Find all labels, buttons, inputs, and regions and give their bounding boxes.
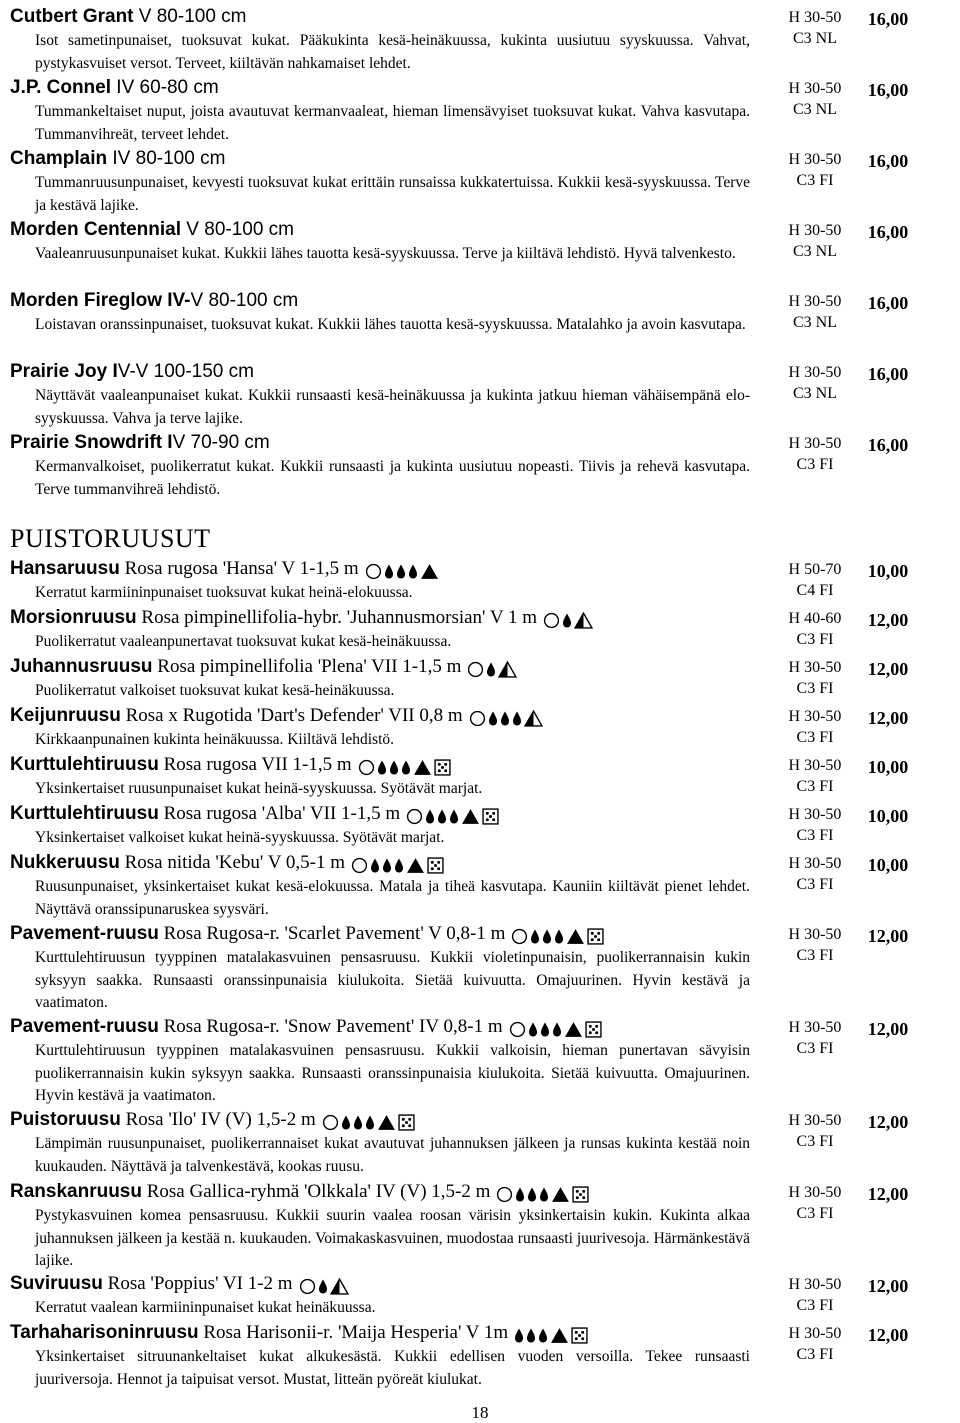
hardy-triangle-icon xyxy=(566,928,585,945)
price: 16,00 xyxy=(867,293,909,313)
cultivar-meta: Rosa rugosa 'Alba' VII 1-1,5 m xyxy=(158,803,401,824)
size-class: H 30-50 xyxy=(788,435,842,452)
sun-icon xyxy=(469,710,486,727)
cultivar-meta: Rosa pimpinellifolia 'Plena' VII 1-1,5 m xyxy=(152,656,462,677)
pot-origin: C3 FI xyxy=(796,876,834,893)
salt-tolerance-icon xyxy=(482,808,499,825)
size-class: H 30-50 xyxy=(788,1112,842,1129)
price: 12,00 xyxy=(867,1019,909,1039)
price: 16,00 xyxy=(867,151,909,171)
pot-origin: C4 FI xyxy=(796,582,834,599)
cultivar-meta: Rosa 'Ilo' IV (V) 1,5-2 m xyxy=(120,1109,316,1130)
entry-description: Yksinkertaiset valkoiset kukat heinä-syyskuussa. Syötävät marjat. xyxy=(35,829,445,846)
half-hardy-triangle-icon xyxy=(498,661,517,678)
hardy-triangle-icon xyxy=(413,759,432,776)
cultivar-name: Juhannusruusu xyxy=(10,656,153,677)
sun-icon xyxy=(496,1186,513,1203)
salt-tolerance-icon xyxy=(571,1327,588,1344)
requirement-icons xyxy=(496,1183,591,1205)
cultivar-meta: V-V 100-150 cm xyxy=(117,361,254,382)
price: 12,00 xyxy=(867,926,909,946)
cultivar-name: Morden Centennial xyxy=(10,219,182,240)
price: 12,00 xyxy=(867,1112,909,1132)
entry-description: Isot sametinpunaiset, tuoksuvat kukat. Pääkukinta kesä-heinäkuussa, kukinta uusiutuu syyskuussa. Vahvat, pystykasvuiset versot. Terveet, kiiltävän nahkamaiset lehdet. xyxy=(35,32,750,72)
price: 12,00 xyxy=(867,708,909,728)
pot-origin: C3 FI xyxy=(796,729,834,746)
price: 10,00 xyxy=(867,561,909,581)
cultivar-meta: Rosa 'Poppius' VI 1-2 m xyxy=(102,1273,293,1294)
water-drop-icon xyxy=(526,1327,536,1344)
size-class: H 30-50 xyxy=(788,806,842,823)
requirement-icons xyxy=(511,925,606,947)
hardy-triangle-icon xyxy=(550,1327,569,1344)
water-drop-icon xyxy=(554,928,564,945)
pot-origin: C3 FI xyxy=(796,1040,834,1057)
entry-heading xyxy=(10,77,219,99)
water-drop-icon xyxy=(449,808,459,825)
cultivar-meta: Rosa rugosa 'Hansa' V 1-1,5 m xyxy=(119,558,359,579)
entry-description: Pystykasvuinen komea pensasruusu. Kukkii suurin vaalea roosan värisin yksinkertaisin kukin. Kukinta alkaa juhannuksen jälkeen ja kestää n. kuukauden. Voimakaskasvuinen, muodostaa runsaasti juurivesoja. Härmänkestävä lajike. xyxy=(35,1207,750,1270)
entry-heading xyxy=(10,219,294,241)
water-drop-icon xyxy=(425,808,435,825)
water-drop-icon xyxy=(538,1327,548,1344)
entry-heading xyxy=(10,1181,591,1205)
size-class: H 30-50 xyxy=(788,293,842,310)
cultivar-meta: IV 80-100 cm xyxy=(107,148,226,169)
cultivar-meta: Rosa Gallica-ryhmä 'Olkkala' IV (V) 1,5-2 m xyxy=(141,1181,491,1202)
hardy-triangle-icon xyxy=(406,857,425,874)
salt-tolerance-icon xyxy=(587,928,604,945)
size-class: H 50-70 xyxy=(788,561,842,578)
entry-description: Tummankeltaiset nuput, joista avautuvat kermanvaaleat, hieman limensävyiset tuoksuvat kukat. Vahva kasvutapa. Tummanvihreät, terveet lehdet. xyxy=(35,103,750,143)
entry-description: Kurttulehtiruusun tyyppinen matalakasvuinen pensasruusu. Kukkii violetinpunaisin, puolikerrannaisin kukin syksyyn saakka. Runsaasti oranssinpunaisia kiulukoita. Sietää kuivuutta. Omajuurinen. Hyvin kestävä ja vaatimaton. xyxy=(35,949,750,1012)
cultivar-meta: Rosa x Rugotida 'Dart's Defender' VII 0,8 m xyxy=(120,705,463,726)
entry-heading xyxy=(10,6,247,28)
entry-heading xyxy=(10,803,501,827)
price: 12,00 xyxy=(867,610,909,630)
price: 16,00 xyxy=(867,364,909,384)
requirement-icons xyxy=(514,1324,590,1346)
requirement-icons xyxy=(358,756,453,778)
requirement-icons xyxy=(351,854,446,876)
entry-description: Yksinkertaiset sitruunankeltaiset kukat alkukesästä. Kukkii edellisen vuoden versoilla. Tekee runsaasti juuriversoja. Hennot ja taipuisat versot. Mustat, litteän pyöreät kiulukat. xyxy=(35,1348,750,1388)
entry-heading xyxy=(10,923,606,947)
hardy-triangle-icon xyxy=(420,563,439,580)
pot-origin: C3 FI xyxy=(796,1297,834,1314)
half-hardy-triangle-icon xyxy=(574,612,593,629)
pot-origin: C3 FI xyxy=(796,1205,834,1222)
cultivar-name: J.P. Connel xyxy=(10,77,112,98)
water-drop-icon xyxy=(512,710,522,727)
water-drop-icon xyxy=(527,1186,537,1203)
size-class: H 30-50 xyxy=(788,1276,842,1293)
entry-description: Kurttulehtiruusun tyyppinen matalakasvuinen pensasruusu. Kukkii valkoisin, hieman punertavan sävyisin puolikerrannaisin kukin syksyyn saakka. Runsaasti oranssinpunaisia kiulukoita. Sietää kuivuutta. Omajuurinen. Hyvin kestävä ja vaatimaton. xyxy=(35,1042,750,1105)
entry-description: Näyttävät vaaleanpunaiset kukat. Kukkii runsaasti kesä-heinäkuussa ja kukinta jatkuu hieman vähäisempänä elo-syyskuussa. Vahva ja terve lajike. xyxy=(35,387,750,427)
cultivar-meta: V 80-100 cm xyxy=(181,219,295,240)
sun-icon xyxy=(509,1021,526,1038)
sun-icon xyxy=(406,808,423,825)
pot-origin: C3 FI xyxy=(796,1346,834,1363)
requirement-icons xyxy=(406,805,501,827)
requirement-icons xyxy=(469,707,545,729)
cultivar-name: Tarhaharisoninruusu xyxy=(10,1322,199,1343)
water-drop-icon xyxy=(396,563,406,580)
half-hardy-triangle-icon xyxy=(524,710,543,727)
size-class: H 40-60 xyxy=(788,610,842,627)
entry-description: Puolikerratut vaaleanpunertavat tuoksuvat kukat kesä-heinäkuussa. xyxy=(35,633,452,650)
price: 10,00 xyxy=(867,806,909,826)
pot-origin: C3 FI xyxy=(796,778,834,795)
price: 12,00 xyxy=(867,1276,909,1296)
water-drop-icon xyxy=(515,1186,525,1203)
cultivar-meta: V 70-90 cm xyxy=(172,432,270,453)
entry-description: Lämpimän ruusunpunaiset, puolikerrannaiset kukat avautuvat juhannuksen jälkeen ja runsas kukinta kestää noin kuukauden. Näyttävä ja talvenkestävä, kookas ruusu. xyxy=(35,1135,750,1175)
pot-origin: C3 NL xyxy=(793,101,837,118)
section-title: PUISTORUUSUT xyxy=(10,524,211,553)
price: 16,00 xyxy=(867,9,909,29)
water-drop-icon xyxy=(341,1114,351,1131)
cultivar-meta: Rosa pimpinellifolia-hybr. 'Juhannusmorsian' V 1 m xyxy=(136,607,538,628)
water-drop-icon xyxy=(542,928,552,945)
water-drop-icon xyxy=(530,928,540,945)
entry-heading xyxy=(10,754,453,778)
price: 10,00 xyxy=(867,855,909,875)
page-number: 18 xyxy=(471,1403,489,1422)
entry-description: Kerratut karmiininpunaiset tuoksuvat kukat heinä-elokuussa. xyxy=(35,584,413,601)
hardy-triangle-icon xyxy=(377,1114,396,1131)
cultivar-name: Prairie Snowdrift I xyxy=(10,432,173,453)
salt-tolerance-icon xyxy=(434,759,451,776)
water-drop-icon xyxy=(514,1327,524,1344)
salt-tolerance-icon xyxy=(427,857,444,874)
size-class: H 30-50 xyxy=(788,708,842,725)
salt-tolerance-icon xyxy=(398,1114,415,1131)
price: 12,00 xyxy=(867,1184,909,1204)
water-drop-icon xyxy=(318,1278,328,1295)
size-class: H 30-50 xyxy=(788,222,842,239)
cultivar-meta: IV 60-80 cm xyxy=(111,77,219,98)
requirement-icons xyxy=(299,1275,351,1297)
water-drop-icon xyxy=(365,1114,375,1131)
pot-origin: C3 FI xyxy=(796,172,834,189)
cultivar-meta: Rosa Harisonii-r. 'Maija Hesperia' V 1m xyxy=(198,1322,509,1343)
cultivar-name: Champlain xyxy=(10,148,108,169)
size-class: H 30-50 xyxy=(788,151,842,168)
price: 12,00 xyxy=(867,659,909,679)
entry-heading xyxy=(10,656,519,680)
entry-heading xyxy=(10,558,441,582)
pot-origin: C3 FI xyxy=(796,947,834,964)
pot-origin: C3 FI xyxy=(796,827,834,844)
water-drop-icon xyxy=(377,759,387,776)
water-drop-icon xyxy=(408,563,418,580)
cultivar-name: Puistoruusu xyxy=(10,1109,121,1130)
water-drop-icon xyxy=(382,857,392,874)
requirement-icons xyxy=(509,1018,604,1040)
entry-description: Puolikerratut valkoiset tuoksuvat kukat kesä-heinäkuussa. xyxy=(35,682,395,699)
cultivar-name: Cutbert Grant xyxy=(10,6,134,27)
cultivar-name: Pavement-ruusu xyxy=(10,923,159,944)
pot-origin: C3 NL xyxy=(793,243,837,260)
entry-heading xyxy=(10,705,545,729)
entry-description: Yksinkertaiset ruusunpunaiset kukat heinä-syyskuussa. Syötävät marjat. xyxy=(35,780,483,797)
sun-icon xyxy=(467,661,484,678)
cultivar-meta: V 80-100 cm xyxy=(190,290,299,311)
price: 16,00 xyxy=(867,222,909,242)
cultivar-name: Kurttulehtiruusu xyxy=(10,754,159,775)
sun-icon xyxy=(322,1114,339,1131)
water-drop-icon xyxy=(370,857,380,874)
entry-description: Tummanruusunpunaiset, kevyesti tuoksuvat kukat erittäin runsaissa kukkatertuissa. Kukkii kesä-syyskuussa. Terve ja kestävä lajike. xyxy=(35,174,750,214)
cultivar-name: Morsionruusu xyxy=(10,607,137,628)
cultivar-meta: Rosa nitida 'Kebu' V 0,5-1 m xyxy=(119,852,345,873)
size-class: H 30-50 xyxy=(788,659,842,676)
price: 12,00 xyxy=(867,1325,909,1345)
price: 16,00 xyxy=(867,80,909,100)
sun-icon xyxy=(299,1278,316,1295)
sun-icon xyxy=(543,612,560,629)
requirement-icons xyxy=(365,560,441,582)
pot-origin: C3 NL xyxy=(793,30,837,47)
entry-description: Vaaleanruusunpunaiset kukat. Kukkii lähes tauotta kesä-syyskuussa. Terve ja kiiltävä lehdistö. Hyvä talvenkesto. xyxy=(35,245,736,262)
size-class: H 30-50 xyxy=(788,1184,842,1201)
size-class: H 30-50 xyxy=(788,757,842,774)
water-drop-icon xyxy=(401,759,411,776)
water-drop-icon xyxy=(384,563,394,580)
entry-heading xyxy=(10,148,225,170)
size-class: H 30-50 xyxy=(788,9,842,26)
entry-heading xyxy=(10,1109,417,1133)
entry-description: Loistavan oranssinpunaiset, tuoksuvat kukat. Kukkii lähes tauotta kesä-syyskuussa. Matalahko ja avoin kasvutapa. xyxy=(35,316,746,333)
water-drop-icon xyxy=(353,1114,363,1131)
water-drop-icon xyxy=(394,857,404,874)
salt-tolerance-icon xyxy=(572,1186,589,1203)
pot-origin: C3 NL xyxy=(793,314,837,331)
cultivar-meta: Rosa Rugosa-r. 'Snow Pavement' IV 0,8-1 m xyxy=(158,1016,503,1037)
entry-description: Kirkkaanpunainen kukinta heinäkuussa. Kiiltävä lehdistö. xyxy=(35,731,394,748)
salt-tolerance-icon xyxy=(585,1021,602,1038)
cultivar-name: Hansaruusu xyxy=(10,558,120,579)
water-drop-icon xyxy=(389,759,399,776)
sun-icon xyxy=(351,857,368,874)
water-drop-icon xyxy=(540,1021,550,1038)
hardy-triangle-icon xyxy=(564,1021,583,1038)
sun-icon xyxy=(511,928,528,945)
size-class: H 30-50 xyxy=(788,926,842,943)
hardy-triangle-icon xyxy=(461,808,480,825)
water-drop-icon xyxy=(500,710,510,727)
requirement-icons xyxy=(467,658,519,680)
water-drop-icon xyxy=(528,1021,538,1038)
cultivar-name: Suviruusu xyxy=(10,1273,103,1294)
cultivar-name: Prairie Joy I xyxy=(10,361,118,382)
cultivar-meta: Rosa Rugosa-r. 'Scarlet Pavement' V 0,8-1 m xyxy=(158,923,506,944)
entry-heading xyxy=(10,1273,351,1297)
cultivar-name: Kurttulehtiruusu xyxy=(10,803,159,824)
entry-heading xyxy=(10,852,446,876)
water-drop-icon xyxy=(488,710,498,727)
pot-origin: C3 FI xyxy=(796,456,834,473)
water-drop-icon xyxy=(437,808,447,825)
pot-origin: C3 FI xyxy=(796,1133,834,1150)
entry-heading xyxy=(10,432,270,454)
cultivar-name: Morden Fireglow IV- xyxy=(10,290,191,311)
requirement-icons xyxy=(543,609,595,631)
pot-origin: C3 NL xyxy=(793,385,837,402)
pot-origin: C3 FI xyxy=(796,680,834,697)
size-class: H 30-50 xyxy=(788,80,842,97)
cultivar-name: Pavement-ruusu xyxy=(10,1016,159,1037)
price: 16,00 xyxy=(867,435,909,455)
size-class: H 30-50 xyxy=(788,1019,842,1036)
price: 10,00 xyxy=(867,757,909,777)
cultivar-name: Keijunruusu xyxy=(10,705,121,726)
entry-description: Kerratut vaalean karmiininpunaiset kukat heinäkuussa. xyxy=(35,1299,376,1316)
entry-heading xyxy=(10,290,298,312)
hardy-triangle-icon xyxy=(551,1186,570,1203)
size-class: H 30-50 xyxy=(788,1325,842,1342)
water-drop-icon xyxy=(552,1021,562,1038)
cultivar-meta: Rosa rugosa VII 1-1,5 m xyxy=(158,754,352,775)
sun-icon xyxy=(365,563,382,580)
entry-description: Ruusunpunaiset, yksinkertaiset kukat kesä-elokuussa. Matala ja tiheä kasvutapa. Kauniin kiiltävät pienet lehdet. Näyttävä oranssipunaruskea syysväri. xyxy=(35,878,750,918)
water-drop-icon xyxy=(539,1186,549,1203)
cultivar-name: Nukkeruusu xyxy=(10,852,120,873)
water-drop-icon xyxy=(486,661,496,678)
water-drop-icon xyxy=(562,612,572,629)
entry-heading xyxy=(10,1016,604,1040)
pot-origin: C3 FI xyxy=(796,631,834,648)
entry-heading xyxy=(10,607,595,631)
entry-heading xyxy=(10,361,254,383)
entry-description: Kermanvalkoiset, puolikerratut kukat. Kukkii runsaasti ja kukinta uusiutuu nopeasti. Tiivis ja rehevä kasvutapa. Terve tummanvihreä lehdistö. xyxy=(35,458,750,498)
requirement-icons xyxy=(322,1111,417,1133)
size-class: H 30-50 xyxy=(788,855,842,872)
half-hardy-triangle-icon xyxy=(330,1278,349,1295)
size-class: H 30-50 xyxy=(788,364,842,381)
cultivar-meta: V 80-100 cm xyxy=(133,6,247,27)
sun-icon xyxy=(358,759,375,776)
cultivar-name: Ranskanruusu xyxy=(10,1181,142,1202)
entry-heading xyxy=(10,1322,590,1346)
